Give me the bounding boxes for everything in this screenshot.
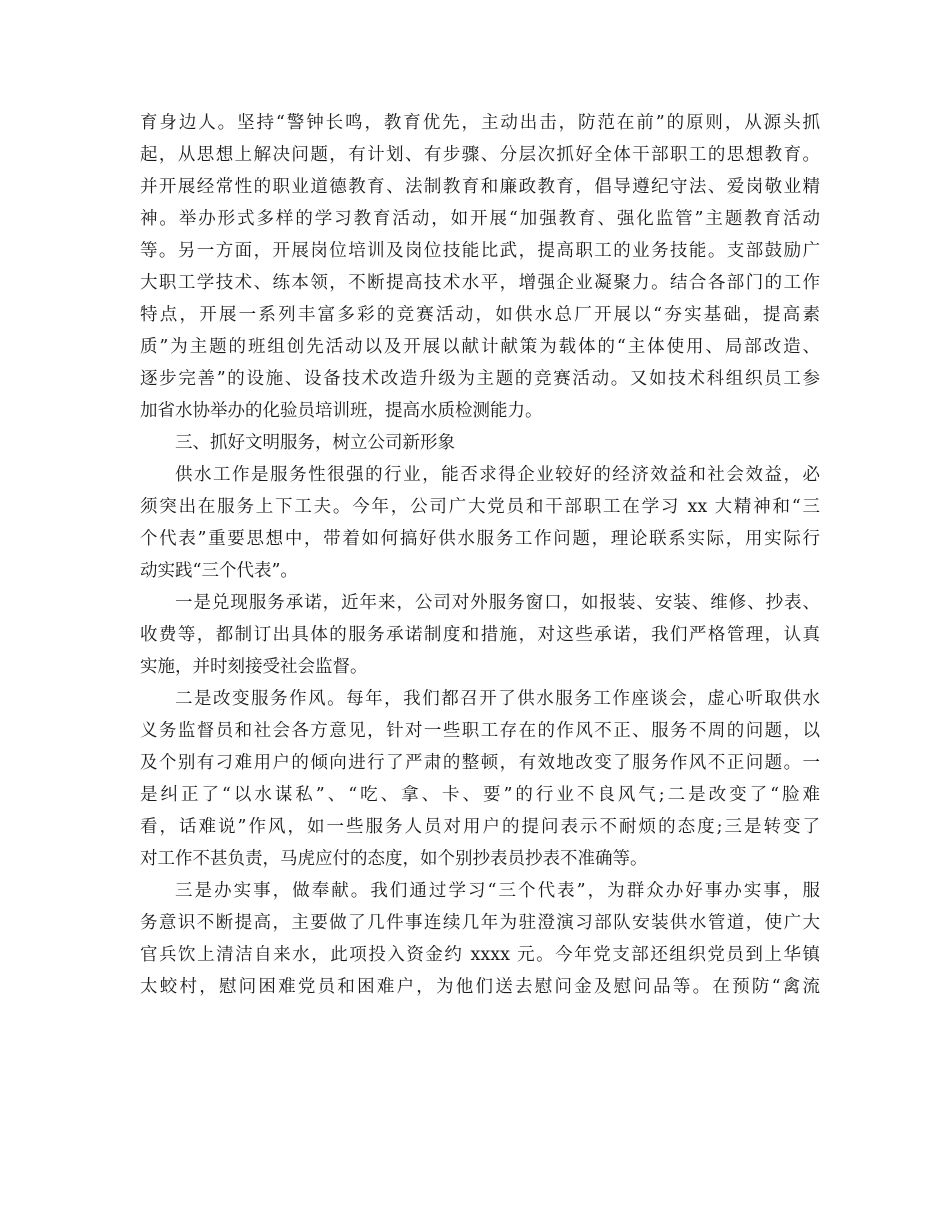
text-line: 实施，并时刻接受社会监督。 bbox=[140, 657, 368, 677]
text-line: 三是办实事，做奉献。我们通过学习“三个代表”，为群众办好事办实事，服 bbox=[175, 881, 820, 901]
text-line: 等。另一方面，开展岗位培训及岗位技能比武，提高职工的业务技能。支部鼓励广 bbox=[140, 241, 820, 261]
text-line: 供水工作是服务性很强的行业，能否求得企业较好的经济效益和社会效益，必 bbox=[175, 465, 820, 485]
text-line: 对工作不甚负责，马虎应付的态度，如个别抄表员抄表不准确等。 bbox=[140, 849, 648, 869]
text-line: 须突出在服务上下工夫。今年，公司广大党员和干部职工在学习 xx 大精神和“三 bbox=[140, 497, 820, 517]
text-line: 看，话难说”作风，如一些服务人员对用户的提问表示不耐烦的态度;三是转变了 bbox=[140, 817, 820, 837]
text-line: 育身边人。坚持“警钟长鸣，教育优先，主动出击，防范在前”的原则，从源头抓 bbox=[140, 113, 820, 133]
text-line: 一是兑现服务承诺，近年来，公司对外服务窗口，如报装、安装、维修、抄表、 bbox=[175, 593, 820, 613]
text-line: 太蛟村，慰问困难党员和困难户，为他们送去慰问金及慰问品等。在预防“禽流 bbox=[140, 977, 820, 997]
text-line: 义务监督员和社会各方意见，针对一些职工存在的作风不正、服务不周的问题，以 bbox=[140, 721, 820, 741]
text-line: 质”为主题的班组创先活动以及开展以献计献策为载体的“主体使用、局部改造、 bbox=[140, 337, 820, 357]
text-line: 大职工学技术、练本领，不断提高技术水平，增强企业凝聚力。结合各部门的工作 bbox=[140, 273, 820, 293]
document-body bbox=[140, 107, 820, 1003]
section-heading: 三、抓好文明服务，树立公司新形象 bbox=[175, 433, 455, 453]
text-line: 并开展经常性的职业道德教育、法制教育和廉政教育，倡导遵纪守法、爱岗敬业精 bbox=[140, 177, 820, 197]
text-line: 加省水协举办的化验员培训班，提高水质检测能力。 bbox=[140, 401, 543, 421]
text-line: 特点，开展一系列丰富多彩的竞赛活动，如供水总厂开展以“夯实基础，提高素 bbox=[140, 305, 820, 325]
text-line: 官兵饮上清洁自来水，此项投入资金约 xxxx 元。今年党支部还组织党员到上华镇 bbox=[140, 945, 820, 965]
text-line: 神。举办形式多样的学习教育活动，如开展“加强教育、强化监管”主题教育活动 bbox=[140, 209, 820, 229]
text-line: 个代表”重要思想中，带着如何搞好供水服务工作问题，理论联系实际，用实际行 bbox=[140, 529, 820, 549]
text-line: 二是改变服务作风。每年，我们都召开了供水服务工作座谈会，虚心听取供水 bbox=[175, 689, 820, 709]
text-line: 收费等，都制订出具体的服务承诺制度和措施，对这些承诺，我们严格管理，认真 bbox=[140, 625, 820, 645]
text-line: 逐步完善”的设施、设备技术改造升级为主题的竞赛活动。又如技术科组织员工参 bbox=[140, 369, 820, 389]
text-line: 是纠正了“以水谋私”、“吃、拿、卡、要”的行业不良风气;二是改变了“脸难 bbox=[140, 785, 820, 805]
text-line: 起，从思想上解决问题，有计划、有步骤、分层次抓好全体干部职工的思想教育。 bbox=[140, 145, 820, 165]
text-line: 及个别有刁难用户的倾向进行了严肃的整顿，有效地改变了服务作风不正问题。一 bbox=[140, 753, 820, 773]
text-line: 务意识不断提高，主要做了几件事连续几年为驻澄演习部队安装供水管道，使广大 bbox=[140, 913, 820, 933]
text-line: 动实践“三个代表”。 bbox=[140, 561, 298, 581]
